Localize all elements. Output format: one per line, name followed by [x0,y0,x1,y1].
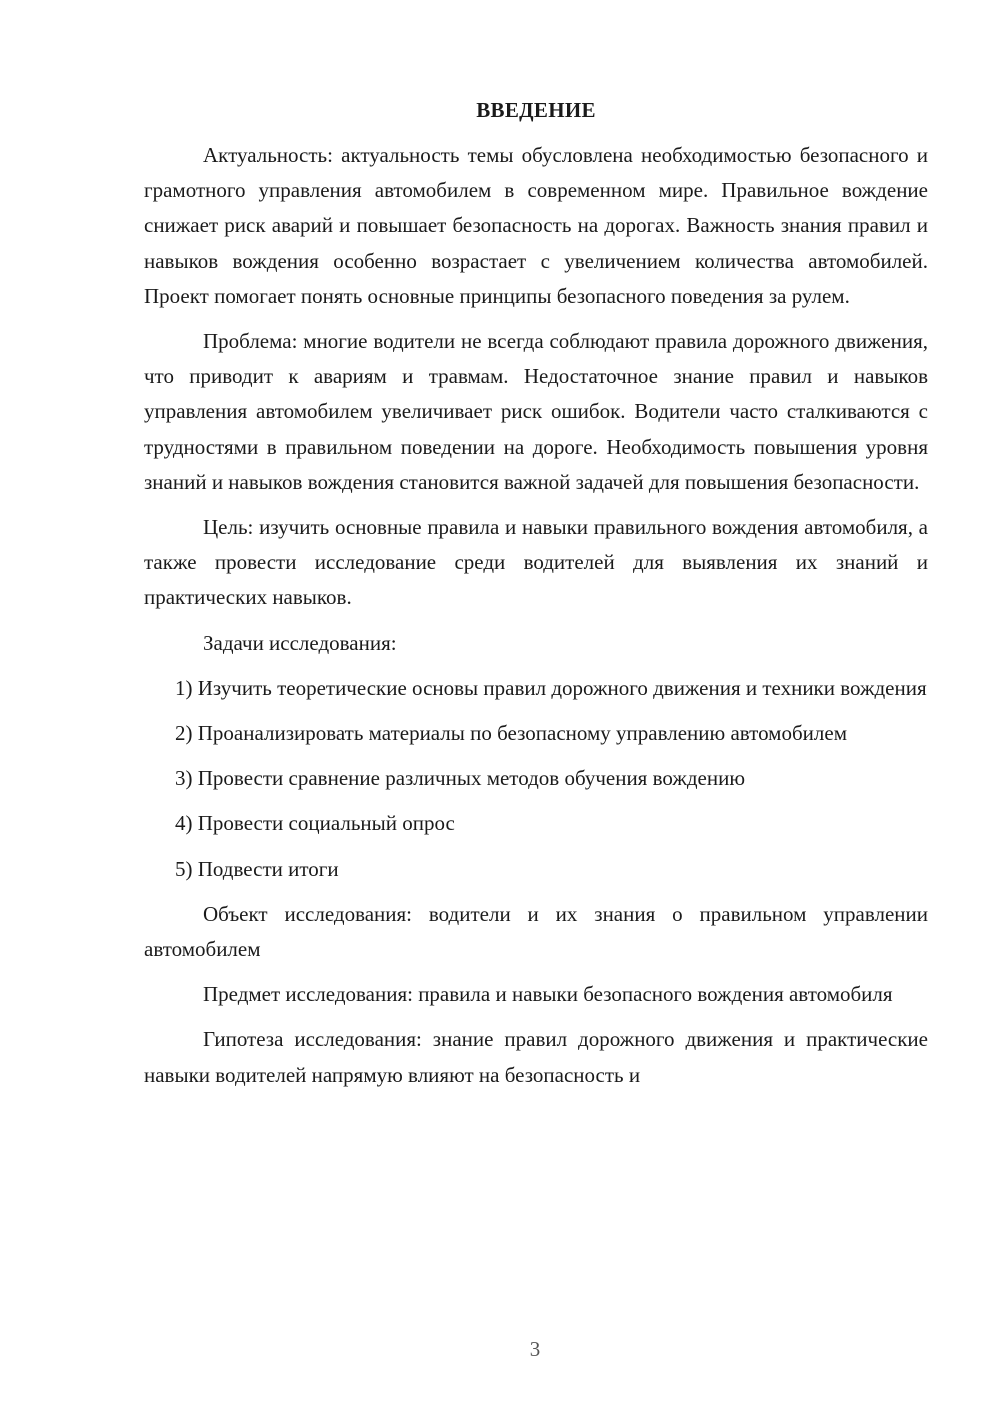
task-item-4: 4) Провести социальный опрос [175,811,455,836]
paragraph-hypothesis: Гипотеза исследования: знание правил дорожного движения и практические навыки водителей напрямую влияют на безопасность и [144,1027,928,1087]
task-item-5: 5) Подвести итоги [175,856,339,881]
task-item-1: 1) Изучить теоретические основы правил дорожного движения и техники вождения [175,675,927,700]
paragraph-object: Объект исследования: водители и их знания о правильном управлении автомобилем [144,901,928,962]
page-number: 3 [529,1337,541,1361]
section-title: ВВЕДЕНИЕ [476,98,596,122]
paragraph-goal: Цель: изучить основные правила и навыки правильного вождения автомобиля, а также провести исследование среди водителей для выявления их знаний и практических навыков. [144,515,928,610]
document-page [144,95,928,1103]
paragraph-problem: Проблема: многие водители не всегда соблюдают правила дорожного движения, что приводит к авариям и травмам. Недостаточное знание правил и навыков управления автомобилем увеличивает риск ошибок. Водители часто сталкиваются с трудностями в правильном поведении на дороге. Необходимость повышения уровня знаний и навыков вождения становится важной задачей для повышения безопасности. [144,329,928,494]
task-item-3: 3) Провести сравнение различных методов обучения вождению [175,766,746,791]
task-item-2: 2) Проанализировать материалы по безопасному управлению автомобилем [175,721,847,746]
paragraph-subject: Предмет исследования: правила и навыки безопасного вождения автомобиля [203,982,893,1007]
paragraph-relevance: Актуальность: актуальность темы обусловлена необходимостью безопасного и грамотного управления автомобилем в современном мире. Правильное вождение снижает риск аварий и повышает безопасность на дорогах. Важность знания правил и навыков вождения особенно возрастает с увеличением количества автомобилей. Проект помогает понять основные принципы безопасного поведения за рулем. [144,143,928,308]
tasks-heading: Задачи исследования: [203,630,397,655]
